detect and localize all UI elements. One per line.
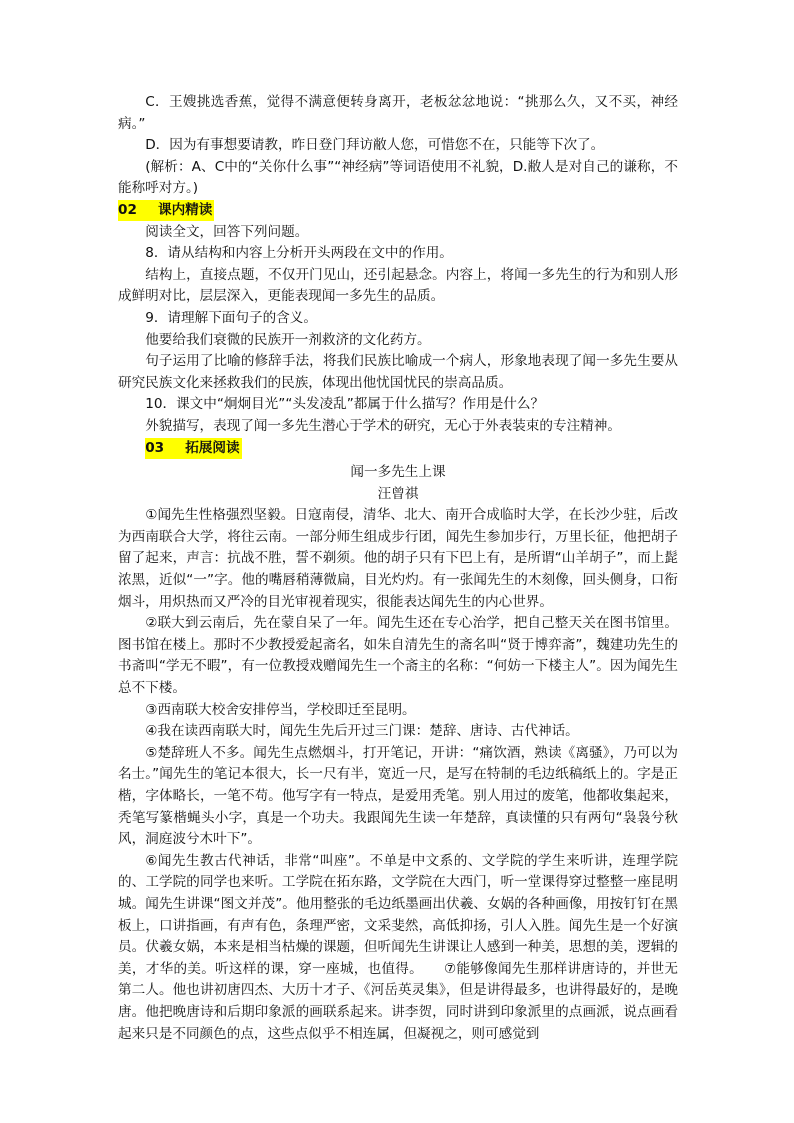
answer-9: 句子运用了比喻的修辞手法，将我们民族比喻成一个病人，形象地表现了闻一多先生要从研究民族文化来拯救我们的民族，体现出他忧国忧民的崇高品质。 bbox=[118, 353, 678, 391]
option-c: C．王嫂挑选香蕉，觉得不满意便转身离开，老板忿忿地说：“挑那么久，又不买，神经病。” bbox=[118, 94, 678, 132]
analysis-note: (解析：A、C中的“关你什么事”“神经病”等词语使用不礼貌，D.敝人是对自己的谦称，不能称呼对方。) bbox=[118, 158, 678, 197]
instruction: 阅读全文，回答下列问题。 bbox=[145, 223, 309, 240]
article-paragraph: ④我在读西南联大时，闻先生先后开过三门课：楚辞、唐诗、古代神话。 bbox=[145, 723, 579, 740]
option-d: D．因为有事想要请教，昨日登门拜访敝人您，可惜您不在，只能等下次了。 bbox=[145, 137, 605, 154]
article-title: 闻一多先生上课 bbox=[350, 464, 446, 481]
article-paragraph: ⑥闻先生教古代神话，非常“叫座”。不单是中文系的、文学院的学生来听讲，连理学院的、工学院的同学也来听。工学院在拓东路，文学院在大西门，听一堂课得穿过整整一座昆明城。闻先生讲课“图文并茂”。他用整张的毛边纸墨画出伏羲、女娲的各种画像，用按钉钉在黑板上，口讲指画，有声有色，条理严密，文采斐然，高低抑扬，引人入胜。闻先生是一个好演员。伏羲女娲，本来是相当枯燥的课题，但听闻先生讲课让人感到一种美，思想的美，逻辑的美，才华的美。听这样的课，穿一座城，也值得。 ⑦能够像闻先生那样讲唐诗的，并世无第二人。他也讲初唐四杰、大历十才子、《河岳英灵集》，但是讲得最多，也讲得最好的，是晚唐。他把晚唐诗和后期印象派的画联系起来。讲李贺，同时讲到印象派里的点画派，说点画看起来只是不同颜色的点，这些点似乎不相连属，但凝视之，则可感觉到 bbox=[118, 852, 678, 1042]
answer-10: 外貌描写，表现了闻一多先生潜心于学术的研究，无心于外表装束的专注精神。 bbox=[145, 417, 621, 434]
answer-8: 结构上，直接点题，不仅开门见山，还引起悬念。内容上，将闻一多先生的行为和别人形成鲜明对比，层层深入，更能表现闻一多先生的品质。 bbox=[118, 266, 678, 305]
section-number: 02 bbox=[118, 201, 137, 218]
article-paragraph: ①闻先生性格强烈坚毅。日寇南侵，清华、北大、南开合成临时大学，在长沙少驻，后改为西南联合大学，将往云南。一部分师生组成步行团，闻先生参加步行，万里长征，他把胡子留了起来，声言：抗战不胜，誓不剃须。他的胡子只有下巴上有，是所谓“山羊胡子”，而上髭浓黑，近似“一”字。他的嘴唇稍薄微扁，目光灼灼。有一张闻先生的木刻像，回头侧身，口衔烟斗，用炽热而又严冷的目光审视着现实，很能表达闻先生的内心世界。 bbox=[118, 507, 678, 610]
section-label: 拓展阅读 bbox=[185, 439, 240, 456]
question-8: 8．请从结构和内容上分析开头两段在文中的作用。 bbox=[145, 245, 453, 262]
question-10: 10．课文中“炯炯目光”“头发凌乱”都属于什么描写？作用是什么？ bbox=[145, 396, 545, 413]
quote-9: 他要给我们衰微的民族开一剂救济的文化药方。 bbox=[145, 331, 431, 348]
section-number: 03 bbox=[145, 439, 165, 456]
section-heading-2 bbox=[118, 200, 678, 222]
section-heading-3 bbox=[118, 438, 678, 460]
question-9: 9．请理解下面句子的含义。 bbox=[145, 309, 317, 326]
article-paragraph: ③西南联大校舍安排停当，学校即迁至昆明。 bbox=[145, 701, 416, 718]
article-paragraph: ⑤楚辞班人不多。闻先生点燃烟斗，打开笔记，开讲：“痛饮酒，熟读《离骚》，乃可以为名士。”闻先生的笔记本很大，长一尺有半，宽近一尺，是写在特制的毛边纸稿纸上的。字是正楷，字体略长，一笔不苟。他写字有一特点，是爱用秃笔。别人用过的废笔，他都收集起来，秃笔写篆楷蝇头小字，真是一个功夫。我跟闻先生读一年楚辞，真读懂的只有两句“袅袅兮秋风，洞庭波兮木叶下”。 bbox=[118, 744, 678, 848]
article-paragraph: ②联大到云南后，先在蒙自呆了一年。闻先生还在专心治学，把自己整天关在图书馆里。图书馆在楼上。那时不少教授爱起斋名，如朱自清先生的斋名叫“贤于博弈斋”，魏建功先生的书斋叫“学无不暇”，有一位教授戏赠闻先生一个斋主的名称：“何妨一下楼主人”。因为闻先生总不下楼。 bbox=[118, 615, 678, 697]
document-page bbox=[118, 92, 678, 1045]
section-label: 课内精读 bbox=[158, 201, 213, 218]
article-author: 汪曾祺 bbox=[377, 485, 419, 502]
